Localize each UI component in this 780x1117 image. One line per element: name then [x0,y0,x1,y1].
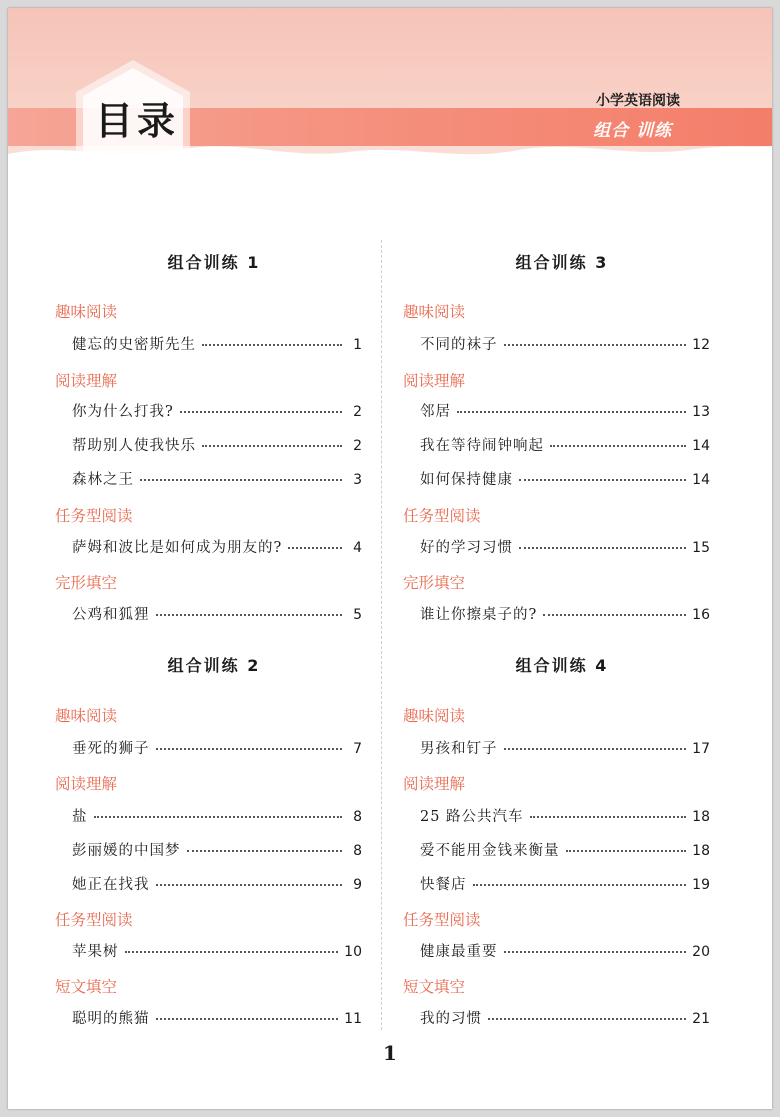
toc-entry[interactable] [420,839,710,861]
leader-dots [457,410,686,413]
toc-entry[interactable] [420,333,710,355]
category-label: 趣味阅读 [55,707,118,725]
category-label: 任务型阅读 [55,911,133,929]
entry-page: 11 [344,1011,362,1027]
leader-dots [530,815,687,818]
entry-title: 25 路公共汽车 [420,809,524,825]
leader-dots [550,444,686,447]
unit-title: 组合训练 1 [167,253,261,272]
leader-dots [504,950,687,953]
entry-page: 1 [353,337,362,353]
entry-page: 9 [353,877,362,893]
entry-page: 3 [353,472,362,488]
entry-title: 萨姆和波比是如何成为朋友的? [72,540,283,556]
toc-entry[interactable] [72,839,362,861]
toc-entry[interactable] [420,1007,710,1029]
leader-dots [156,1017,339,1020]
category-label: 完形填空 [403,574,466,592]
entry-page: 10 [344,944,362,960]
leader-dots [202,444,342,447]
entry-page: 14 [692,438,710,454]
leader-dots [125,950,339,953]
toc-entry[interactable] [72,400,362,422]
entry-title: 健康最重要 [420,944,498,960]
entry-title: 她正在找我 [72,877,150,893]
series-title: 小学英语阅读 [596,93,680,109]
entry-page: 7 [353,741,362,757]
category-label: 趣味阅读 [403,707,466,725]
leader-dots [94,815,343,818]
toc-entry[interactable] [72,333,362,355]
toc-entry[interactable] [72,1007,362,1029]
entry-title: 你为什么打我? [72,404,174,420]
leader-dots [156,613,343,616]
category-label: 阅读理解 [55,372,118,390]
category-label: 完形填空 [55,574,118,592]
entry-title: 如何保持健康 [420,472,513,488]
toc-entry[interactable] [72,805,362,827]
entry-page: 15 [692,540,710,556]
toc-entry[interactable] [72,434,362,456]
toc-entry[interactable] [420,940,710,962]
entry-title: 公鸡和狐狸 [72,607,150,623]
entry-title: 盐 [72,809,88,825]
entry-title: 男孩和钉子 [420,741,498,757]
leader-dots [156,883,343,886]
page-number: 1 [383,1041,397,1065]
category-label: 阅读理解 [55,775,118,793]
page-title: 目录 [94,98,179,143]
category-label: 趣味阅读 [403,303,466,321]
toc-entry[interactable] [72,940,362,962]
entry-title: 森林之王 [72,472,134,488]
category-label: 任务型阅读 [403,507,481,525]
unit-title: 组合训练 3 [515,253,609,272]
category-label: 任务型阅读 [55,507,133,525]
entry-page: 17 [692,741,710,757]
unit-title: 组合训练 4 [515,656,609,675]
book-page [8,8,772,1109]
entry-title: 我在等待闹钟响起 [420,438,544,454]
entry-page: 8 [353,809,362,825]
entry-page: 18 [692,809,710,825]
leader-dots [504,747,687,750]
entry-page: 14 [692,472,710,488]
entry-title: 垂死的狮子 [72,741,150,757]
entry-page: 12 [692,337,710,353]
entry-page: 18 [692,843,710,859]
leader-dots [543,613,686,616]
entry-page: 13 [692,404,710,420]
leader-dots [566,849,687,852]
entry-title: 好的学习习惯 [420,540,513,556]
entry-page: 2 [353,438,362,454]
page-header [8,8,772,168]
toc-entry[interactable] [72,737,362,759]
category-label: 短文填空 [55,978,118,996]
entry-title: 苹果树 [72,944,119,960]
toc-entry[interactable] [420,400,710,422]
entry-page: 5 [353,607,362,623]
toc-entry[interactable] [72,603,362,625]
entry-title: 聪明的熊猫 [72,1011,150,1027]
toc-entry[interactable] [420,536,710,558]
entry-title: 谁让你擦桌子的? [420,607,538,623]
entry-title: 健忘的史密斯先生 [72,337,196,353]
leader-dots [140,478,342,481]
category-label: 阅读理解 [403,775,466,793]
entry-page: 21 [692,1011,710,1027]
entry-page: 19 [692,877,710,893]
toc-entry[interactable] [420,434,710,456]
toc-entry[interactable] [420,805,710,827]
series-subtitle: 组合 训练 [593,121,672,141]
leader-dots [504,343,687,346]
leader-dots [288,546,342,549]
entry-page: 8 [353,843,362,859]
entry-page: 2 [353,404,362,420]
toc-entry[interactable] [420,873,710,895]
leader-dots [187,849,343,852]
entry-page: 20 [692,944,710,960]
entry-title: 帮助别人使我快乐 [72,438,196,454]
category-label: 趣味阅读 [55,303,118,321]
entry-title: 爱不能用金钱来衡量 [420,843,560,859]
leader-dots [519,546,686,549]
entry-title: 不同的袜子 [420,337,498,353]
leader-dots [156,747,343,750]
entry-title: 快餐店 [420,877,467,893]
toc-entry[interactable] [72,873,362,895]
toc-entry[interactable] [420,737,710,759]
entry-title: 彭丽媛的中国梦 [72,843,181,859]
toc-entry[interactable] [72,536,362,558]
toc-entry[interactable] [72,468,362,490]
leader-dots [519,478,686,481]
leader-dots [473,883,687,886]
column-divider [381,240,382,1030]
category-label: 阅读理解 [403,372,466,390]
leader-dots [202,343,342,346]
toc-entry[interactable] [420,468,710,490]
unit-title: 组合训练 2 [167,656,261,675]
leader-dots [180,410,342,413]
category-label: 任务型阅读 [403,911,481,929]
leader-dots [488,1017,686,1020]
entry-title: 邻居 [420,404,451,420]
entry-page: 16 [692,607,710,623]
entry-title: 我的习惯 [420,1011,482,1027]
entry-page: 4 [353,540,362,556]
toc-entry[interactable] [420,603,710,625]
category-label: 短文填空 [403,978,466,996]
